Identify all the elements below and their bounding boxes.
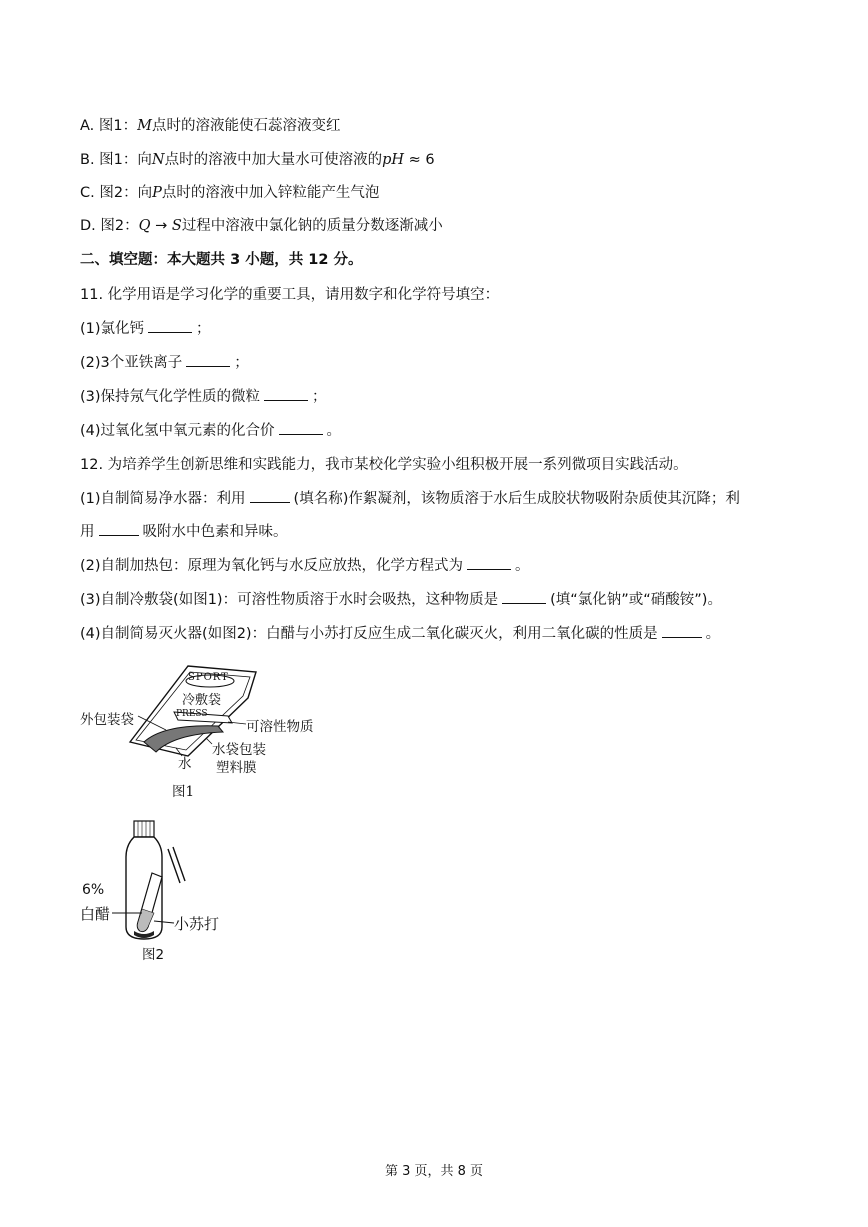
option-a-var: M	[137, 118, 152, 134]
option-d-prefix: D. 图2：	[80, 218, 139, 234]
option-c	[80, 183, 379, 203]
option-c-text: 点时的溶液中加入锌粒能产生气泡	[161, 185, 380, 201]
figure-2	[78, 815, 278, 965]
option-d-var-s: S	[171, 218, 182, 234]
plastic-film-label: 塑料膜	[216, 760, 257, 776]
option-a	[80, 116, 340, 136]
section-heading	[80, 250, 363, 270]
option-a-prefix: A. 图1：	[80, 118, 138, 134]
concentration-label: 6%	[82, 882, 105, 898]
answer-blank[interactable]	[279, 422, 323, 435]
q12-line-3	[80, 556, 530, 576]
option-d-text: 过程中溶液中氯化钠的质量分数逐渐减小	[181, 218, 443, 234]
option-b-var: N	[151, 152, 165, 168]
option-c-var: P	[152, 185, 162, 201]
q11-item-1-text: (1)氯化钙	[80, 321, 145, 337]
option-a-text: 点时的溶液能使石蕊溶液变红	[151, 118, 341, 134]
option-d-var-q: Q	[138, 218, 151, 234]
q11-item-2-end: ；	[234, 355, 249, 371]
water-bag-label: 水袋包装	[212, 742, 266, 758]
figure-1-caption: 图1	[172, 784, 195, 800]
q12-line-2	[80, 522, 288, 542]
q12-line-4	[80, 590, 722, 610]
q12-line-4-a: (3)自制冷敷袋(如图1)：可溶性物质溶于水时会吸热，这种物质是	[80, 592, 499, 608]
q12-line-1-b: (填名称)作絮凝剂，该物质溶于水后生成胶状物吸附杂质使其沉降；利	[293, 491, 740, 507]
option-b-ph: pH	[382, 152, 405, 168]
q11-item-4	[80, 421, 341, 441]
section-heading-score: 12	[308, 252, 329, 268]
q11-item-3-text: (3)保持氖气化学性质的微粒	[80, 389, 261, 405]
cold-pack-title: 冷敷袋	[182, 693, 222, 708]
option-b-prefix: B. 图1：向	[80, 152, 152, 168]
q12-line-3-b: 。	[515, 558, 530, 574]
section-heading-b: 小题，共	[240, 252, 309, 268]
answer-blank[interactable]	[148, 320, 192, 333]
water-label: 水	[178, 756, 192, 772]
q11-item-3	[80, 387, 327, 407]
q11-item-2-text: (2)3个亚铁离子	[80, 355, 183, 371]
section-heading-c: 分。	[328, 252, 363, 268]
section-heading-a: 二、填空题：本大题共	[80, 252, 231, 268]
answer-blank[interactable]	[662, 625, 702, 638]
vinegar-label: 白醋	[80, 905, 111, 923]
q11-item-1	[80, 319, 211, 339]
q12-line-1	[80, 489, 740, 509]
q11-item-1-end: ；	[196, 321, 211, 337]
option-c-prefix: C. 图2：向	[80, 185, 153, 201]
section-heading-count: 3	[230, 252, 241, 268]
soluble-substance-label: 可溶性物质	[246, 719, 314, 735]
q12-line-2-a: 用	[80, 524, 95, 540]
figure-2-caption: 图2	[142, 947, 165, 963]
page-footer: 第 3 页，共 8 页	[384, 1164, 484, 1179]
answer-blank[interactable]	[467, 557, 511, 570]
q11-item-3-end: ；	[312, 389, 327, 405]
answer-blank[interactable]	[186, 354, 230, 367]
sport-label: SPORT	[188, 672, 229, 683]
option-b-value: ≈ 6	[404, 152, 435, 168]
press-label: PRESS	[176, 709, 208, 719]
option-b-text: 点时的溶液中加大量水可使溶液的	[164, 152, 383, 168]
extinguisher-drawing	[78, 815, 278, 965]
q12-line-1-a: (1)自制简易净水器：利用	[80, 491, 246, 507]
outer-bag-label: 外包装袋	[80, 712, 134, 728]
figure-1	[78, 660, 368, 800]
baking-soda-label: 小苏打	[174, 915, 220, 933]
q11-stem: 11. 化学用语是学习化学的重要工具，请用数字和化学符号填空：	[80, 287, 500, 303]
q12-line-5	[80, 624, 720, 644]
answer-blank[interactable]	[502, 591, 546, 604]
q11-item-2	[80, 353, 249, 373]
q12-line-2-b: 吸附水中色素和异味。	[142, 524, 288, 540]
q12-line-5-a: (4)自制简易灭火器(如图2)：白醋与小苏打反应生成二氧化碳灭火，利用二氧化碳的性质是	[80, 626, 658, 642]
option-b	[80, 150, 435, 170]
q11-item-4-end: 。	[326, 423, 342, 439]
q12-stem: 12. 为培养学生创新思维和实践能力，我市某校化学实验小组积极开展一系列微项目实践活动。	[80, 457, 688, 473]
answer-blank[interactable]	[99, 523, 139, 536]
answer-blank[interactable]	[250, 490, 290, 503]
q12-line-4-b: (填“氯化钠”或“硝酸铵”)。	[550, 592, 722, 608]
option-d	[80, 216, 443, 236]
option-d-arrow: →	[150, 218, 172, 234]
q12-line-3-a: (2)自制加热包：原理为氧化钙与水反应放热，化学方程式为	[80, 558, 464, 574]
q11-item-4-text: (4)过氧化氢中氧元素的化合价	[80, 423, 275, 439]
answer-blank[interactable]	[264, 388, 308, 401]
q12-line-5-b: 。	[705, 626, 721, 642]
